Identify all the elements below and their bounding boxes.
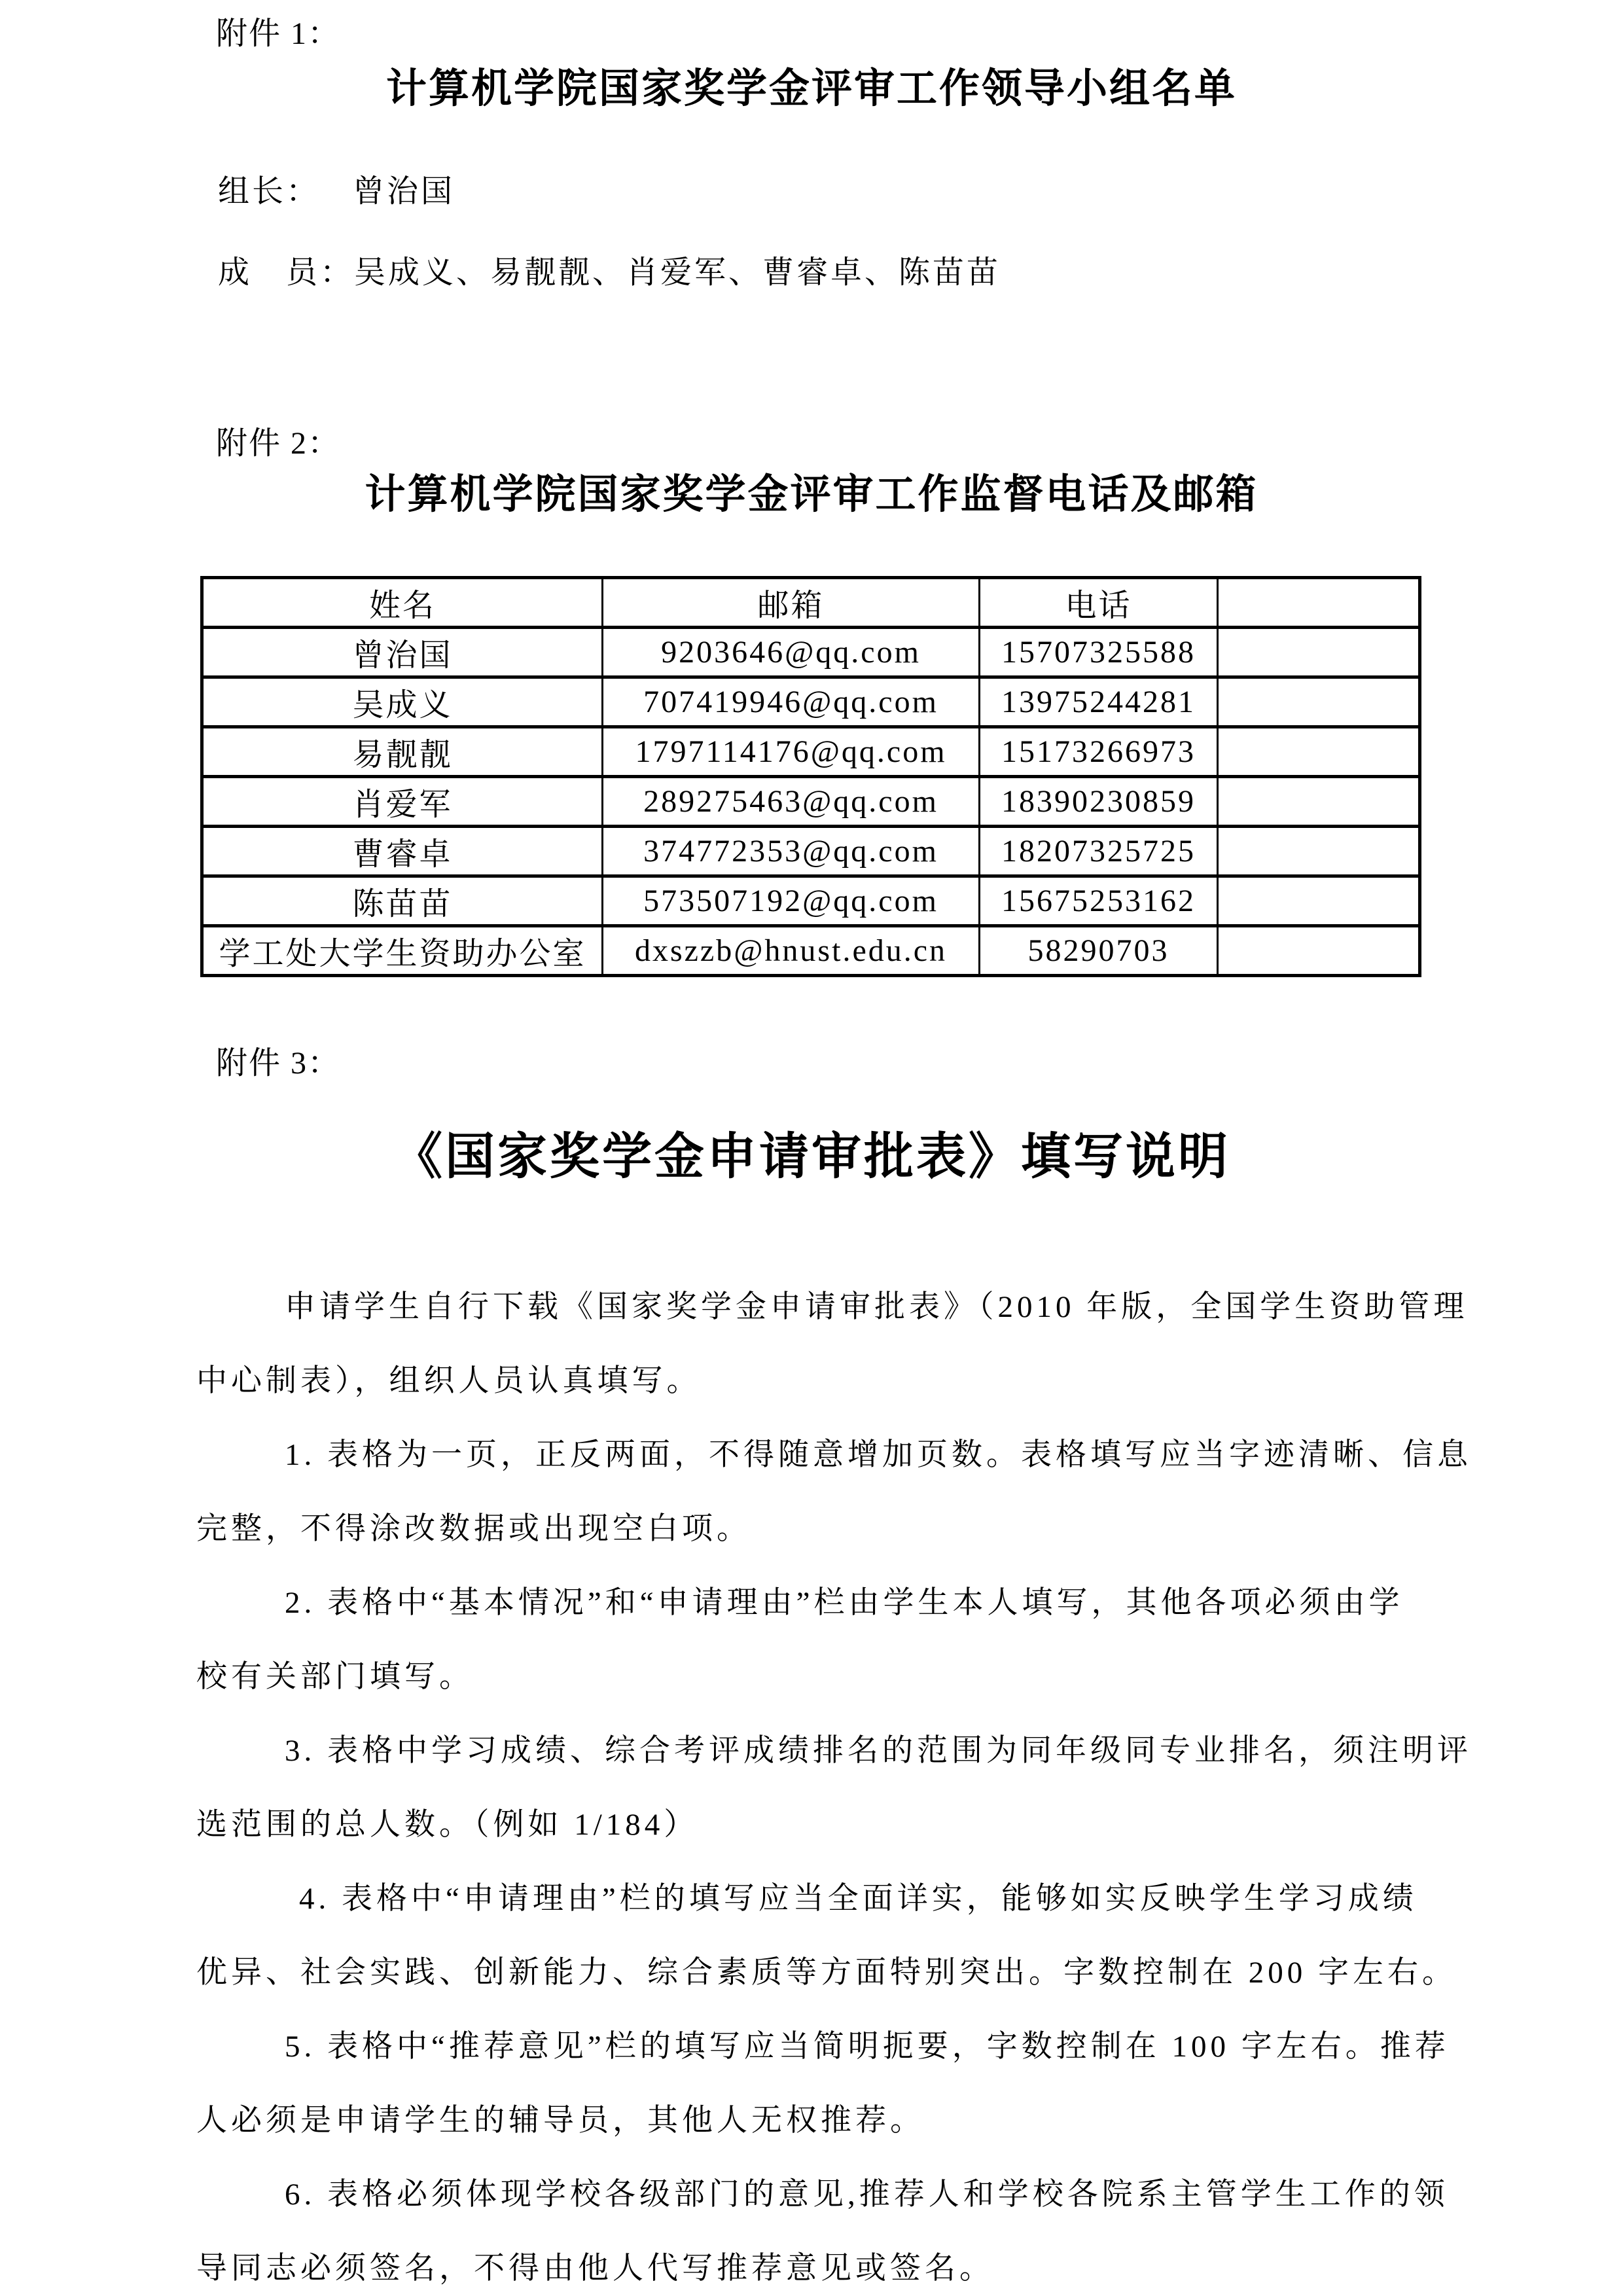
leader-row <box>196 171 1427 212</box>
name-cell: 陈苗苗 <box>202 876 603 926</box>
email-cell: 9203646@qq.com <box>603 628 980 677</box>
members-names: 吴成义、易靓靓、肖爱军、曹睿卓、陈苗苗 <box>354 255 1001 290</box>
attachment2-label: 附件 2： <box>216 426 341 461</box>
instruction-line: 6. 表格必须体现学校各级部门的意见,推荐人和学校各院系主管学生工作的领 <box>285 2178 1449 2212</box>
instruction-line: 选范围的总人数。（例如 1/184） <box>196 1808 699 1842</box>
blank-cell <box>1218 628 1420 677</box>
table-row <box>202 876 1420 926</box>
email-cell: 1797114176@qq.com <box>603 727 980 777</box>
table-row <box>202 827 1420 876</box>
instruction-line: 申请学生自行下载《国家奖学金申请审批表》（2010 年版，全国学生资助管理 <box>285 1290 1469 1324</box>
instruction-line: 1. 表格为一页，正反两面，不得随意增加页数。表格填写应当字迹清晰、信息 <box>285 1438 1472 1472</box>
phone-cell: 15675253162 <box>980 876 1218 926</box>
phone-cell: 13975244281 <box>980 677 1218 727</box>
name-cell: 曹睿卓 <box>202 827 603 876</box>
blank-cell <box>1218 677 1420 727</box>
table-header-row <box>202 578 1420 628</box>
table-row <box>202 677 1420 727</box>
name-cell: 吴成义 <box>202 677 603 727</box>
instruction-line: 人必须是申请学生的辅导员，其他人无权推荐。 <box>196 2104 925 2138</box>
blank-cell <box>1218 777 1420 827</box>
email-cell: 289275463@qq.com <box>603 777 980 827</box>
members-row <box>196 253 1427 293</box>
attachment1-label: 附件 1： <box>216 16 341 51</box>
col-header-name: 姓名 <box>202 578 603 628</box>
table-row <box>202 727 1420 777</box>
phone-cell: 15173266973 <box>980 727 1218 777</box>
name-cell: 曾治国 <box>202 628 603 677</box>
instruction-line: 2. 表格中“基本情况”和“申请理由”栏由学生本人填写，其他各项必须由学 <box>285 1586 1404 1620</box>
instruction-line: 完整，不得涂改数据或出现空白项。 <box>196 1512 751 1546</box>
instruction-line: 导同志必须签名，不得由他人代写推荐意见或签名。 <box>196 2251 994 2286</box>
phone-cell: 18207325725 <box>980 827 1218 876</box>
table-row <box>202 777 1420 827</box>
instruction-line: 校有关部门填写。 <box>196 1660 474 1694</box>
blank-cell <box>1218 727 1420 777</box>
attachment1-title: 计算机学院国家奖学金评审工作领导小组名单 <box>385 67 1237 111</box>
leader-name: 曾治国 <box>353 174 455 209</box>
email-cell: 374772353@qq.com <box>603 827 980 876</box>
name-cell: 肖爱军 <box>202 777 603 827</box>
table-row <box>202 628 1420 677</box>
table-row <box>202 926 1420 976</box>
email-cell: 573507192@qq.com <box>603 876 980 926</box>
instruction-line: 4. 表格中“申请理由”栏的填写应当全面详实，能够如实反映学生学习成绩 <box>299 1882 1418 1916</box>
email-cell: dxszzb@hnust.edu.cn <box>603 926 980 976</box>
attachment3-label: 附件 3： <box>216 1046 341 1081</box>
phone-cell: 58290703 <box>980 926 1218 976</box>
leader-label: 组长： <box>218 174 321 209</box>
email-cell: 707419946@qq.com <box>603 677 980 727</box>
instruction-line: 3. 表格中学习成绩、综合考评成绩排名的范围为同年级同专业排名，须注明评 <box>285 1734 1472 1768</box>
col-header-phone: 电话 <box>980 578 1218 628</box>
attachment3-title: 《国家奖学金申请审批表》填写说明 <box>393 1130 1230 1185</box>
blank-cell <box>1218 926 1420 976</box>
attachment2-title: 计算机学院国家奖学金评审工作监督电话及邮箱 <box>365 473 1258 517</box>
instructions <box>196 1270 1472 2296</box>
instruction-line: 优异、社会实践、创新能力、综合素质等方面特别突出。字数控制在 200 字左右。 <box>196 1956 1457 1990</box>
instruction-line: 中心制表），组织人员认真填写。 <box>196 1364 702 1398</box>
name-cell: 易靓靓 <box>202 727 603 777</box>
name-cell: 学工处大学生资助办公室 <box>202 926 603 976</box>
phone-cell: 15707325588 <box>980 628 1218 677</box>
col-header-blank <box>1218 578 1420 628</box>
instruction-line: 5. 表格中“推荐意见”栏的填写应当简明扼要，字数控制在 100 字左右。推荐 <box>285 2030 1450 2064</box>
blank-cell <box>1218 827 1420 876</box>
col-header-email: 邮箱 <box>603 578 980 628</box>
contact-table <box>200 576 1421 977</box>
phone-cell: 18390230859 <box>980 777 1218 827</box>
members-label: 成 员： <box>218 255 355 290</box>
blank-cell <box>1218 876 1420 926</box>
